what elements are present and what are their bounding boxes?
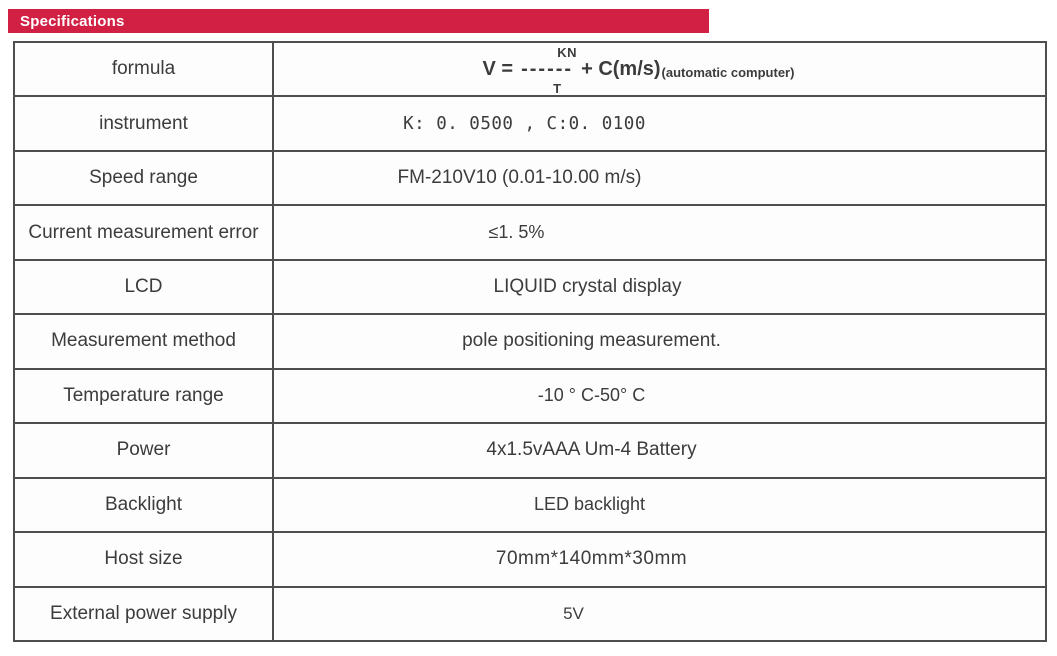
table-row	[15, 313, 1045, 367]
spec-table	[13, 41, 1047, 642]
spec-value-text: pole positioning measurement.	[462, 330, 721, 352]
formula-numerator: KN	[557, 44, 578, 60]
spec-value	[274, 261, 1045, 313]
spec-value	[274, 152, 1045, 204]
spec-label: Speed range	[15, 152, 274, 204]
table-row	[15, 422, 1045, 476]
spec-value-text: 5V	[563, 603, 584, 623]
formula-rhs: + C(m/s)	[581, 57, 661, 80]
spec-label: Current measurement error	[15, 206, 274, 258]
spec-label: instrument	[15, 97, 274, 149]
spec-label: LCD	[15, 261, 274, 313]
section-header-bar	[8, 9, 709, 33]
spec-value-text: 70mm*140mm*30mm	[495, 548, 688, 570]
spec-value	[274, 370, 1045, 422]
spec-value	[274, 424, 1045, 476]
spec-value	[274, 588, 1045, 640]
spec-label: Temperature range	[15, 370, 274, 422]
spec-value-text: FM-210V10 (0.01-10.00 m/s)	[397, 167, 642, 189]
spec-value	[274, 43, 1045, 95]
section-title: Specifications	[20, 12, 125, 30]
formula-lhs: V =	[482, 57, 514, 80]
table-row	[15, 43, 1045, 95]
formula-denominator: T	[553, 80, 562, 96]
spec-label: Power	[15, 424, 274, 476]
spec-value	[274, 97, 1045, 149]
table-row	[15, 150, 1045, 204]
spec-value-text: ≤1. 5%	[488, 222, 545, 243]
table-row	[15, 368, 1045, 422]
spec-value-text: LED backlight	[533, 494, 646, 515]
spec-value-text: K: 0. 0500 , C:0. 0100	[403, 113, 646, 134]
table-row	[15, 204, 1045, 258]
spec-value	[274, 479, 1045, 531]
spec-label: Backlight	[15, 479, 274, 531]
spec-value	[274, 533, 1045, 585]
spec-label: formula	[15, 43, 274, 95]
table-row	[15, 95, 1045, 149]
spec-label: External power supply	[15, 588, 274, 640]
formula-expression	[482, 44, 795, 96]
spec-label: Host size	[15, 533, 274, 585]
spec-value	[274, 206, 1045, 258]
formula-fraction	[519, 44, 578, 96]
table-row	[15, 477, 1045, 531]
table-row	[15, 259, 1045, 313]
table-row	[15, 531, 1045, 585]
spec-value-text: LIQUID crystal display	[493, 276, 682, 298]
spec-label: Measurement method	[15, 315, 274, 367]
spec-value-text: 4x1.5vAAA Um-4 Battery	[486, 439, 697, 461]
table-row	[15, 586, 1045, 640]
formula-note: (automatic computer)	[661, 64, 795, 80]
formula-dashes: ------	[521, 57, 574, 80]
spec-value-text: -10 ° C-50° C	[537, 385, 646, 406]
spec-value	[274, 315, 1045, 367]
